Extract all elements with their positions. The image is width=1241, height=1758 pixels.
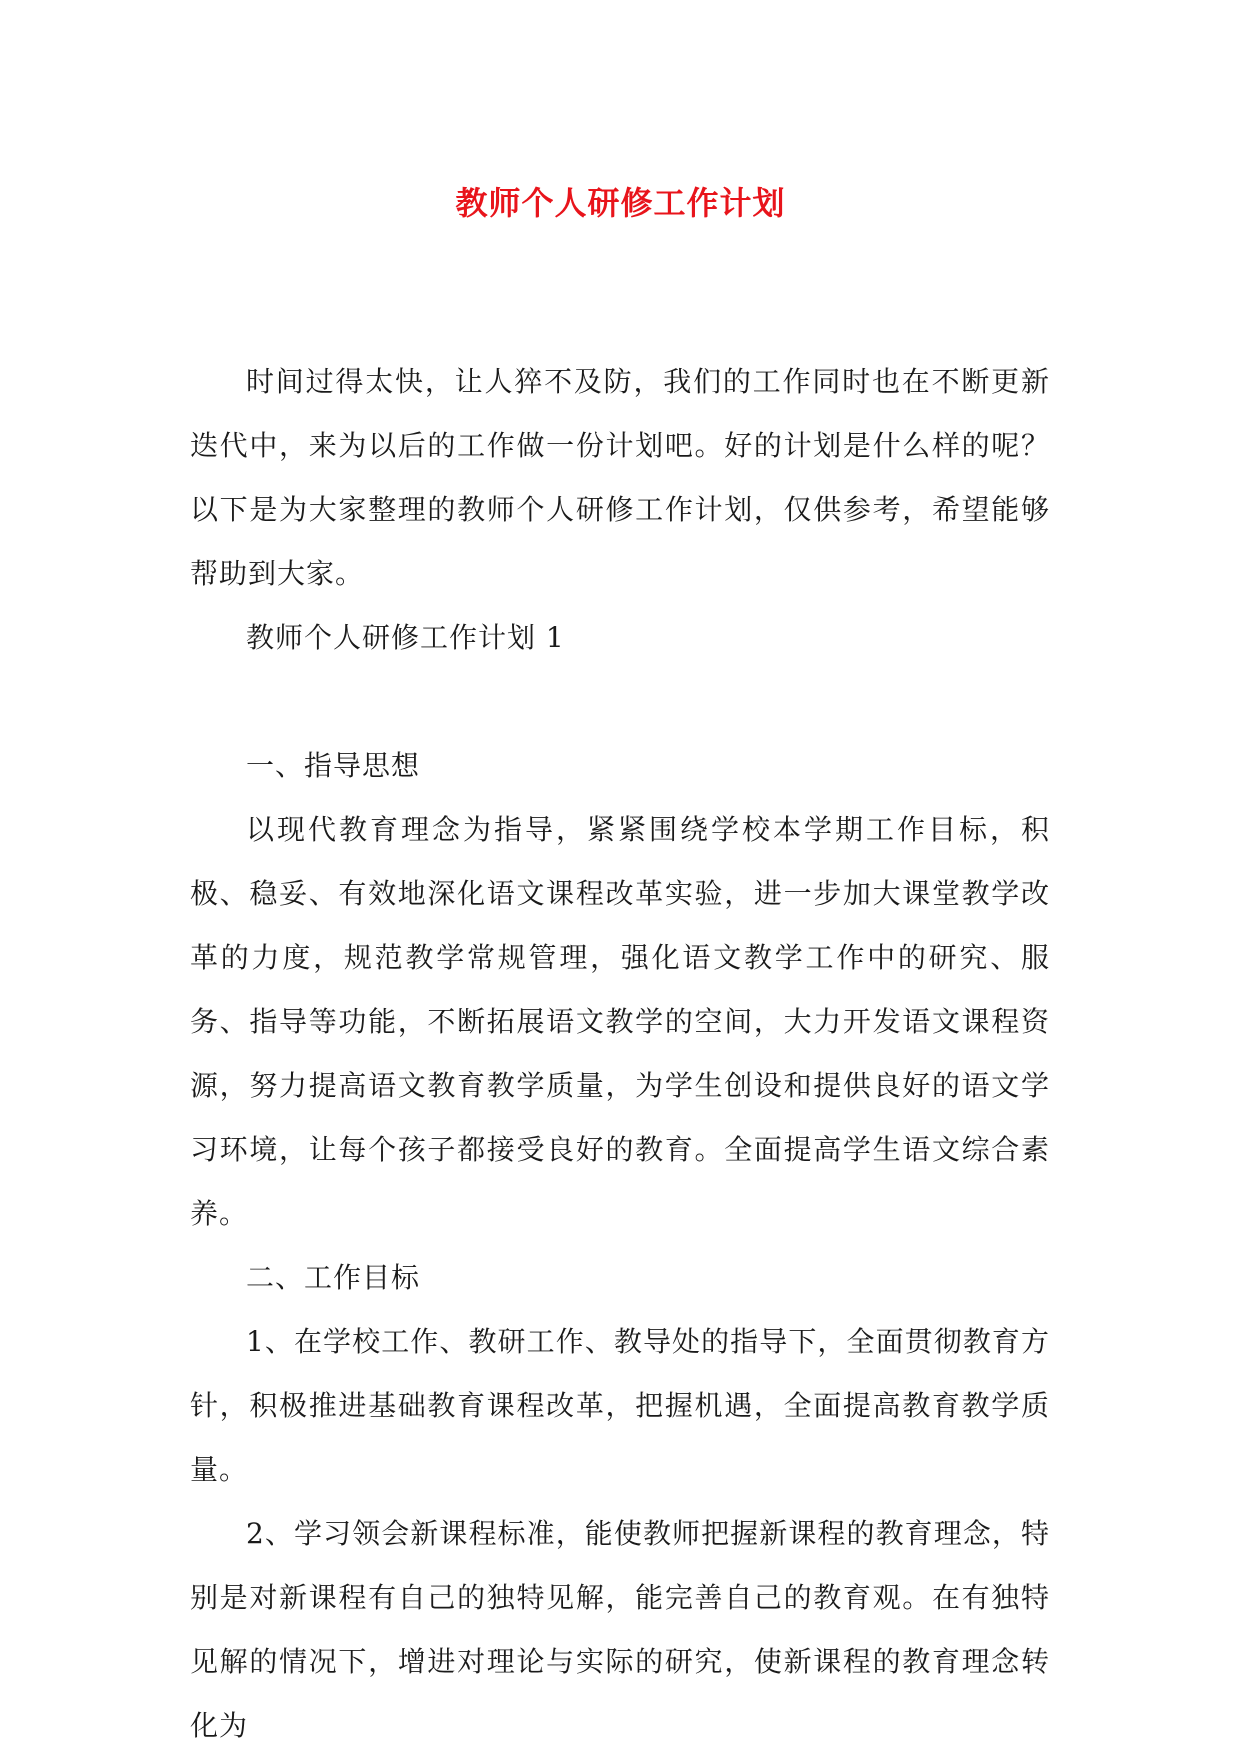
document-body [190,350,1050,1758]
plan-heading: 教师个人研修工作计划 1 [246,621,565,654]
document-title: 教师个人研修工作计划 [455,184,786,223]
guiding-ideology-paragraph: 以现代教育理念为指导，紧紧围绕学校本学期工作目标，积极、稳妥、有效地深化语文课程改革实验，进一步加大课堂教学改革的力度，规范教学常规管理，强化语文教学工作中的研究、服务、指导等功能，不断拓展语文教学的空间，大力开发语文课程资源，努力提高语文教育教学质量，为学生创设和提供良好的语文学习环境，让每个孩子都接受良好的教育。全面提高学生语文综合素养。 [190,813,1050,1230]
goal-item-1: 1、在学校工作、教研工作、教导处的指导下，全面贯彻教育方针，积极推进基础教育课程改革，把握机遇，全面提高教育教学质量。 [190,1325,1050,1486]
intro-paragraph: 时间过得太快，让人猝不及防，我们的工作同时也在不断更新迭代中，来为以后的工作做一份计划吧。好的计划是什么样的呢？以下是为大家整理的教师个人研修工作计划，仅供参考，希望能够帮助到大家。 [190,365,1050,590]
section-heading-guiding-ideology: 一、指导思想 [246,749,421,782]
section-heading-work-goals: 二、工作目标 [246,1261,421,1294]
goal-item-2: 2、学习领会新课程标准，能使教师把握新课程的教育理念，特别是对新课程有自己的独特见解，能完善自己的教育观。在有独特见解的情况下，增进对理论与实际的研究，使新课程的教育理念转化为 [190,1517,1050,1742]
